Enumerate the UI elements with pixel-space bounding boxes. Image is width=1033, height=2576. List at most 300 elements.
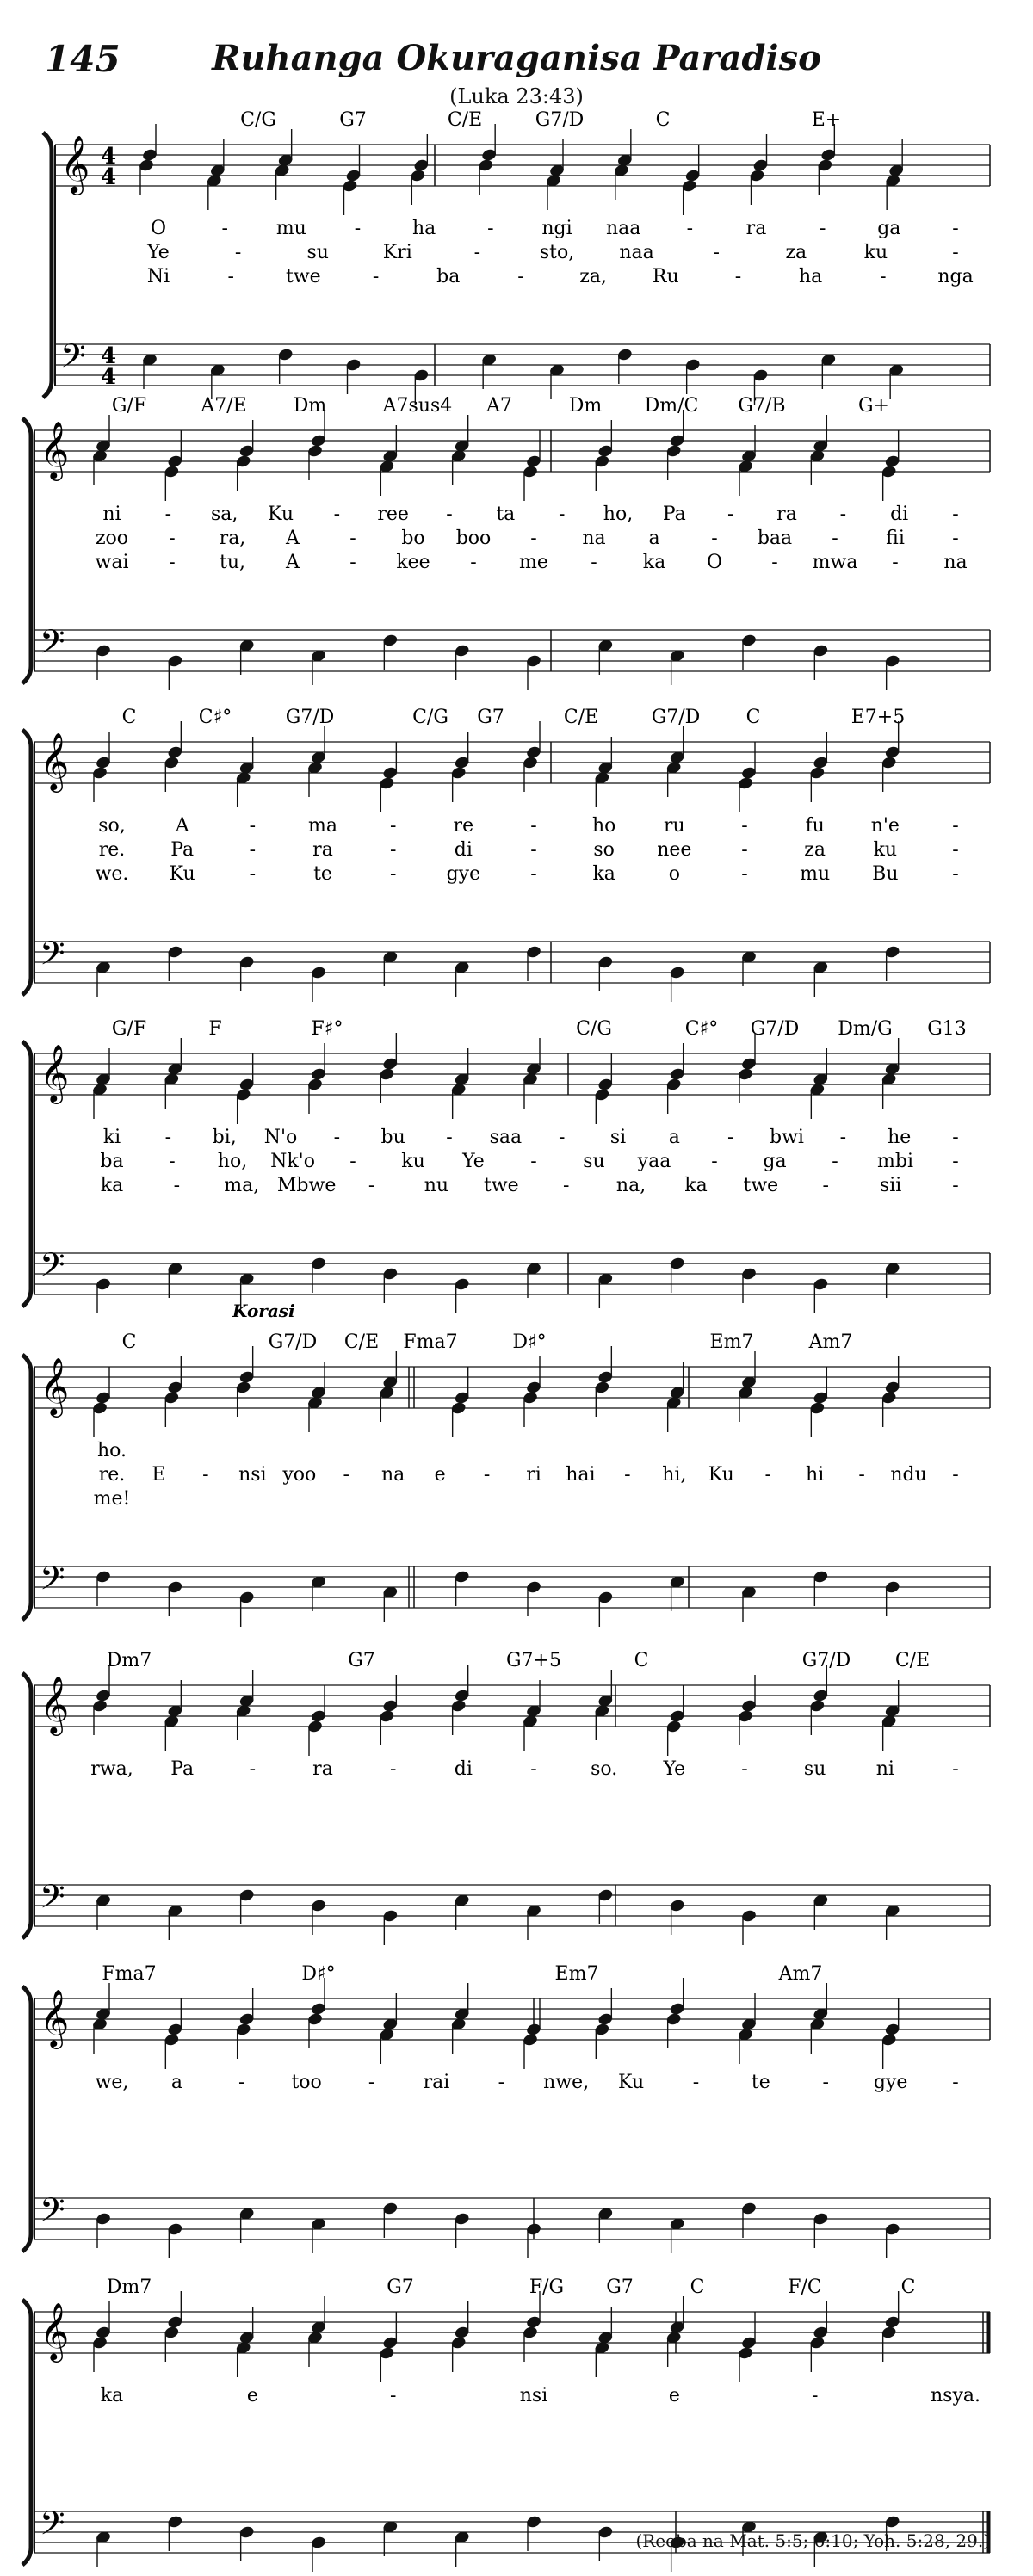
lyric-syllable: n'e [870, 815, 900, 837]
lyric-syllable: me! [93, 1488, 131, 1510]
lyric-syllable: - [164, 503, 172, 525]
chord-symbol: C [634, 1650, 649, 1671]
lyric-syllable: ma, [224, 1175, 260, 1196]
lyric-syllable: nwe, [543, 2072, 590, 2093]
chord-symbol: G13 [927, 1018, 967, 1040]
lyric-syllable: - [389, 815, 397, 837]
lyric-syllable: re. [98, 839, 126, 861]
lyric-syllable: ku [401, 1151, 425, 1172]
lyric-syllable: - [349, 552, 356, 573]
lyric-syllable: re. [98, 1464, 126, 1486]
lyric-syllable: twe [286, 266, 321, 287]
lyric-syllable: mu [275, 218, 306, 239]
lyric-syllable: ra [745, 218, 767, 239]
system-bracket [43, 133, 52, 398]
lyric-syllable: E [152, 1464, 166, 1486]
lyric-syllable: ngi [541, 218, 572, 239]
lyric-syllable: - [952, 1127, 959, 1148]
lyric-syllable: - [389, 863, 397, 885]
lyric-syllable: na [381, 1464, 405, 1486]
bass-clef-icon: 𝄢 [40, 2190, 65, 2237]
lyric-syllable: - [333, 1127, 341, 1148]
lyric-syllable: - [952, 1175, 959, 1196]
lyric-syllable: - [822, 2072, 829, 2093]
bass-clef-icon: 𝄢 [40, 622, 65, 669]
lyric-syllable: - [713, 242, 720, 263]
lyric-syllable: - [692, 2072, 700, 2093]
lyric-syllable: ri [526, 1464, 541, 1486]
lyric-syllable: me [519, 552, 548, 573]
lyric-syllable: su [803, 1758, 826, 1780]
lyric-syllable: - [389, 2385, 397, 2406]
lyric-syllable: nsi [519, 2385, 548, 2406]
lyric-syllable: - [530, 839, 537, 861]
chord-symbol: G7/D [651, 707, 701, 728]
lyric-syllable: so [593, 839, 615, 861]
chord-symbol: Dm [293, 395, 327, 417]
lyric-syllable: - [741, 839, 748, 861]
lyric-syllable: mwa [812, 552, 858, 573]
lyric-syllable: N'o [263, 1127, 298, 1148]
lyric-syllable: - [483, 1464, 491, 1486]
system-bracket [22, 418, 31, 683]
chord-symbol: Dm7 [106, 2276, 152, 2298]
chord-symbol: G7/D [268, 1331, 318, 1353]
lyric-syllable: na [582, 528, 606, 549]
chord-symbol: Dm/G [838, 1018, 893, 1040]
lyric-syllable: hi, [662, 1464, 687, 1486]
chord-symbol: C [121, 1331, 137, 1353]
lyric-syllable: naa [605, 218, 641, 239]
lyric-syllable: ba [436, 266, 461, 287]
lyric-syllable: ree [377, 503, 409, 525]
lyric-syllable: Ye [147, 242, 170, 263]
lyric-syllable: di [890, 503, 909, 525]
lyric-syllable: - [227, 266, 234, 287]
lyric-syllable: - [764, 1464, 771, 1486]
chord-symbol: C [900, 2276, 916, 2298]
lyric-syllable: - [333, 503, 341, 525]
hymn-title: Ruhanga Okuraganisa Paradiso [212, 38, 821, 78]
chord-symbol: Fma7 [403, 1331, 458, 1353]
lyric-syllable: ha [798, 266, 823, 287]
lyric-syllable: - [741, 815, 748, 837]
chord-symbol: F/C [788, 2276, 822, 2298]
lyric-syllable: - [952, 242, 959, 263]
lyric-syllable: - [530, 863, 537, 885]
chord-symbol: G7/D [750, 1018, 800, 1040]
chord-symbol: G7/B [738, 395, 786, 417]
lyric-syllable: ka [684, 1175, 708, 1196]
chord-symbol: C♯° [198, 707, 232, 728]
chord-symbol: C/E [894, 1650, 931, 1671]
lyric-syllable: ga [877, 218, 901, 239]
lyric-syllable: - [819, 218, 826, 239]
lyric-syllable: - [530, 1151, 537, 1172]
lyric-syllable: - [389, 1758, 397, 1780]
chord-symbol: C/E [447, 109, 483, 131]
treble-clef-icon: 𝄞 [40, 1988, 70, 2047]
lyric-syllable: - [249, 1758, 257, 1780]
lyric-syllable: e [668, 2385, 680, 2406]
lyric-syllable: nsya. [931, 2385, 980, 2406]
lyric-syllable: - [354, 218, 362, 239]
lyric-syllable: tu, [219, 552, 246, 573]
lyric-syllable: so. [591, 1758, 618, 1780]
lyric-syllable: a [648, 528, 660, 549]
lyric-syllable: ni [102, 503, 121, 525]
lyric-syllable: nee [657, 839, 692, 861]
lyric-syllable: - [221, 218, 228, 239]
time-signature-top: 4 [100, 144, 117, 170]
treble-clef-icon: 𝄞 [40, 1043, 70, 1102]
lyric-syllable: ru [663, 815, 685, 837]
lyric-syllable: ho. [96, 1440, 127, 1461]
system-bracket [22, 730, 31, 995]
lyric-syllable: sto, [539, 242, 575, 263]
lyric-syllable: Ku [618, 2072, 645, 2093]
lyric-syllable: bu [380, 1127, 405, 1148]
lyric-syllable: bwi [770, 1127, 804, 1148]
lyric-syllable: - [741, 863, 748, 885]
lyric-syllable: bi, [212, 1127, 237, 1148]
lyric-syllable: - [558, 503, 566, 525]
chord-symbol: Am7 [778, 1963, 823, 1985]
lyric-syllable: - [343, 1464, 349, 1486]
lyric-syllable: - [839, 1127, 847, 1148]
lyric-syllable: he [888, 1127, 912, 1148]
lyric-syllable: - [880, 266, 887, 287]
lyric-syllable: A [286, 528, 300, 549]
lyric-syllable: - [832, 528, 838, 549]
bass-clef-icon: 𝄢 [40, 1245, 65, 1292]
chord-symbol: G7 [477, 707, 504, 728]
chord-symbol: C/G [576, 1018, 612, 1040]
lyric-syllable: - [952, 863, 959, 885]
lyric-syllable: sa, [210, 503, 238, 525]
lyric-syllable: - [249, 815, 257, 837]
chord-symbol: D♯° [301, 1963, 336, 1985]
lyric-syllable: - [169, 528, 176, 549]
scripture-reference: (Reeba na Mat. 5:5; 6:10; Yoh. 5:28, 29.) [635, 2530, 990, 2551]
lyric-syllable: ki [102, 1127, 121, 1148]
chord-symbol: A7sus4 [382, 395, 453, 417]
lyric-syllable: na [943, 552, 968, 573]
lyric-syllable: - [624, 1464, 631, 1486]
treble-clef-icon: 𝄞 [40, 1675, 70, 1733]
lyric-syllable: Mbwe [276, 1175, 337, 1196]
chord-symbol: E7+5 [851, 707, 906, 728]
chord-symbol: G7/D [801, 1650, 851, 1671]
lyric-syllable: Pa [170, 839, 195, 861]
lyric-syllable: - [952, 2072, 959, 2093]
lyric-syllable: - [562, 1175, 570, 1196]
lyric-syllable: - [202, 1464, 209, 1486]
lyric-syllable: Ku [267, 503, 294, 525]
lyric-syllable: - [686, 218, 694, 239]
lyric-syllable: - [832, 1151, 838, 1172]
lyric-syllable: yoo [282, 1464, 317, 1486]
lyric-syllable: - [530, 1758, 537, 1780]
lyric-syllable: Ku [169, 863, 195, 885]
lyric-syllable: - [249, 863, 257, 885]
chord-symbol: G7 [387, 2276, 414, 2298]
lyric-syllable: Pa [170, 1758, 195, 1780]
lyric-syllable: Kri [382, 242, 412, 263]
hymn-subtitle: (Luka 23:43) [449, 84, 584, 108]
time-signature-bottom: 4 [100, 364, 117, 390]
lyric-syllable: too [291, 2072, 322, 2093]
lyric-syllable: baa [757, 528, 793, 549]
lyric-syllable: mu [800, 863, 831, 885]
lyric-syllable: - [727, 503, 734, 525]
lyric-syllable: nsi [238, 1464, 267, 1486]
lyric-syllable: - [734, 266, 742, 287]
chord-symbol: C♯° [684, 1018, 719, 1040]
lyric-syllable: - [952, 528, 959, 549]
chord-symbol: G7 [606, 2276, 634, 2298]
lyric-syllable: boo [455, 528, 492, 549]
lyric-syllable: rwa, [90, 1758, 133, 1780]
lyric-syllable: - [446, 503, 453, 525]
lyric-syllable: Ni [146, 266, 170, 287]
lyric-syllable: O [150, 218, 167, 239]
lyric-syllable: - [591, 552, 597, 573]
lyric-syllable: - [727, 1127, 734, 1148]
chord-symbol: Fma7 [102, 1963, 157, 1985]
lyric-syllable: zoo [95, 528, 129, 549]
lyric-syllable: - [711, 1151, 718, 1172]
lyric-syllable: - [470, 552, 477, 573]
chord-symbol: C/G [240, 109, 276, 131]
lyric-syllable: te [751, 2072, 770, 2093]
lyric-syllable: Ye [663, 1758, 686, 1780]
bass-clef-icon: 𝄢 [40, 1877, 65, 1924]
lyric-syllable: - [811, 2385, 819, 2406]
lyric-syllable: twe [483, 1175, 519, 1196]
lyric-syllable: ka [592, 863, 615, 885]
lyric-syllable: yaa [637, 1151, 671, 1172]
lyric-syllable: Ye [462, 1151, 485, 1172]
lyric-syllable: - [711, 528, 718, 549]
lyric-syllable: ra [776, 503, 797, 525]
treble-clef-icon: 𝄞 [40, 732, 70, 790]
chord-symbol: G7+5 [505, 1650, 562, 1671]
lyric-syllable: Ku [708, 1464, 734, 1486]
lyric-syllable: Ru [652, 266, 679, 287]
lyric-syllable: - [473, 242, 481, 263]
chord-symbol: G7 [339, 109, 367, 131]
treble-clef-icon: 𝄞 [40, 420, 70, 479]
lyric-syllable: su [583, 1151, 605, 1172]
lyric-syllable: - [952, 1151, 959, 1172]
chord-symbol: G7 [348, 1650, 375, 1671]
lyric-syllable: - [530, 815, 537, 837]
lyric-syllable: rai [423, 2072, 450, 2093]
system-bracket [22, 1986, 31, 2252]
chord-symbol: C [745, 707, 761, 728]
lyric-syllable: ga [763, 1151, 787, 1172]
lyric-syllable: ta [496, 503, 516, 525]
chord-symbol: Am7 [808, 1331, 853, 1353]
lyric-syllable: - [389, 839, 397, 861]
system-bracket [22, 1673, 31, 1938]
lyric-syllable: - [952, 1758, 959, 1780]
treble-clef-icon: 𝄞 [40, 1356, 70, 1415]
chord-symbol: D♯° [512, 1331, 547, 1353]
lyric-syllable: su [306, 242, 329, 263]
lyric-syllable: - [858, 1464, 865, 1486]
lyric-syllable: - [368, 1175, 375, 1196]
chord-symbol: F♯° [311, 1018, 343, 1040]
lyric-syllable: - [234, 242, 242, 263]
lyric-syllable: mbi [877, 1151, 913, 1172]
chord-symbol: Dm/C [644, 395, 699, 417]
lyric-syllable: ka [642, 552, 666, 573]
lyric-syllable: ra [312, 1758, 333, 1780]
lyric-syllable: - [238, 2072, 245, 2093]
lyric-syllable: - [164, 1127, 172, 1148]
chord-symbol: C/G [412, 707, 448, 728]
chord-symbol: A7 [486, 395, 512, 417]
lyric-syllable: ku [863, 242, 888, 263]
lyric-syllable: we. [95, 863, 129, 885]
lyric-syllable: - [952, 218, 959, 239]
lyric-syllable: - [446, 1127, 453, 1148]
lyric-syllable: - [368, 2072, 375, 2093]
lyric-syllable: di [454, 839, 473, 861]
lyric-syllable: ha [412, 218, 436, 239]
lyric-syllable: naa [619, 242, 654, 263]
system-bracket [22, 2300, 31, 2565]
lyric-syllable: o [668, 863, 680, 885]
chord-symbol: F/G [529, 2276, 565, 2298]
lyric-syllable: - [839, 503, 847, 525]
lyric-syllable: ka [100, 2385, 124, 2406]
lyric-syllable: za, [579, 266, 607, 287]
lyric-syllable: fu [805, 815, 825, 837]
lyric-syllable: nga [937, 266, 974, 287]
lyric-syllable: hai [566, 1464, 596, 1486]
lyric-syllable: za [804, 839, 826, 861]
chord-symbol: Em7 [554, 1963, 599, 1985]
lyric-syllable: - [498, 2072, 505, 2093]
treble-clef-icon: 𝄞 [60, 134, 90, 193]
lyric-syllable: fii [886, 528, 905, 549]
lyric-syllable: a [170, 2072, 182, 2093]
lyric-syllable: na, [615, 1175, 646, 1196]
chord-symbol: C/E [563, 707, 599, 728]
chord-symbol: C [690, 2276, 705, 2298]
lyric-syllable: Pa [662, 503, 686, 525]
lyric-syllable: so, [98, 815, 126, 837]
chord-symbol: F [208, 1018, 222, 1040]
lyric-syllable: ndu [890, 1464, 927, 1486]
lyric-syllable: - [349, 528, 356, 549]
lyric-syllable: te [313, 863, 332, 885]
lyric-syllable: di [454, 1758, 473, 1780]
chord-symbol: C/E [343, 1331, 380, 1353]
lyric-syllable: - [952, 839, 959, 861]
lyric-syllable: si [609, 1127, 627, 1148]
chord-symbol: G/F [111, 395, 147, 417]
chord-symbol: C [121, 707, 137, 728]
lyric-syllable: ra, [219, 528, 246, 549]
lyric-syllable: - [517, 266, 524, 287]
lyric-syllable: Bu [872, 863, 899, 885]
chord-symbol: C [655, 109, 671, 131]
lyric-syllable: ni [875, 1758, 894, 1780]
chord-symbol: G/F [111, 1018, 147, 1040]
chord-symbol: E+ [811, 109, 842, 131]
lyric-syllable: ka [100, 1175, 124, 1196]
lyric-syllable: - [952, 503, 959, 525]
lyric-syllable: Nk'o [270, 1151, 315, 1172]
system-bracket [22, 1355, 31, 1620]
lyric-syllable: - [892, 552, 899, 573]
bass-clef-icon: 𝄢 [40, 934, 65, 980]
lyric-syllable: hi [806, 1464, 825, 1486]
system-bracket [22, 1041, 31, 1307]
lyric-syllable: - [349, 1151, 356, 1172]
lyric-syllable: - [530, 528, 537, 549]
lyric-syllable: sii [879, 1175, 902, 1196]
lyric-syllable: A [286, 552, 300, 573]
lyric-syllable: e [246, 2385, 258, 2406]
lyric-syllable: - [372, 266, 380, 287]
lyric-syllable: bo [401, 528, 425, 549]
lyric-syllable: - [741, 1758, 748, 1780]
bass-clef-icon: 𝄢 [40, 1559, 65, 1605]
lyric-syllable: za [785, 242, 807, 263]
bass-clef-icon: 𝄢 [40, 2504, 65, 2550]
lyric-syllable: - [952, 1464, 959, 1486]
lyric-syllable: A [175, 815, 189, 837]
lyric-syllable: ho [591, 815, 616, 837]
lyric-syllable: - [169, 552, 176, 573]
lyric-syllable: kee [396, 552, 430, 573]
chord-symbol: G7/D [285, 707, 335, 728]
refrain-label: Korasi [232, 1300, 295, 1321]
chord-symbol: Em7 [709, 1331, 754, 1353]
lyric-syllable: wai [95, 552, 129, 573]
lyric-syllable: we, [95, 2072, 129, 2093]
bass-clef-icon: 𝄢 [60, 337, 86, 383]
time-signature-top: 4 [100, 343, 117, 369]
lyric-syllable: ma [308, 815, 337, 837]
lyric-syllable: nu [424, 1175, 449, 1196]
lyric-syllable: e [434, 1464, 446, 1486]
lyric-syllable: - [173, 1175, 181, 1196]
lyric-syllable: - [952, 815, 959, 837]
chord-symbol: G7/D [535, 109, 585, 131]
lyric-syllable: - [558, 1127, 566, 1148]
chord-symbol: A7/E [201, 395, 247, 417]
time-signature-bottom: 4 [100, 164, 117, 190]
lyric-syllable: ho, [603, 503, 634, 525]
lyric-syllable: ku [873, 839, 898, 861]
lyric-syllable: ba [100, 1151, 124, 1172]
treble-clef-icon: 𝄞 [40, 2301, 70, 2360]
hymn-number: 145 [45, 38, 121, 80]
lyric-syllable: - [487, 218, 494, 239]
lyric-syllable: gye [873, 2072, 908, 2093]
lyric-syllable: twe [743, 1175, 779, 1196]
lyric-syllable: - [822, 1175, 829, 1196]
lyric-syllable: a [668, 1127, 680, 1148]
lyric-syllable: ra [312, 839, 333, 861]
chord-symbol: Dm [568, 395, 603, 417]
